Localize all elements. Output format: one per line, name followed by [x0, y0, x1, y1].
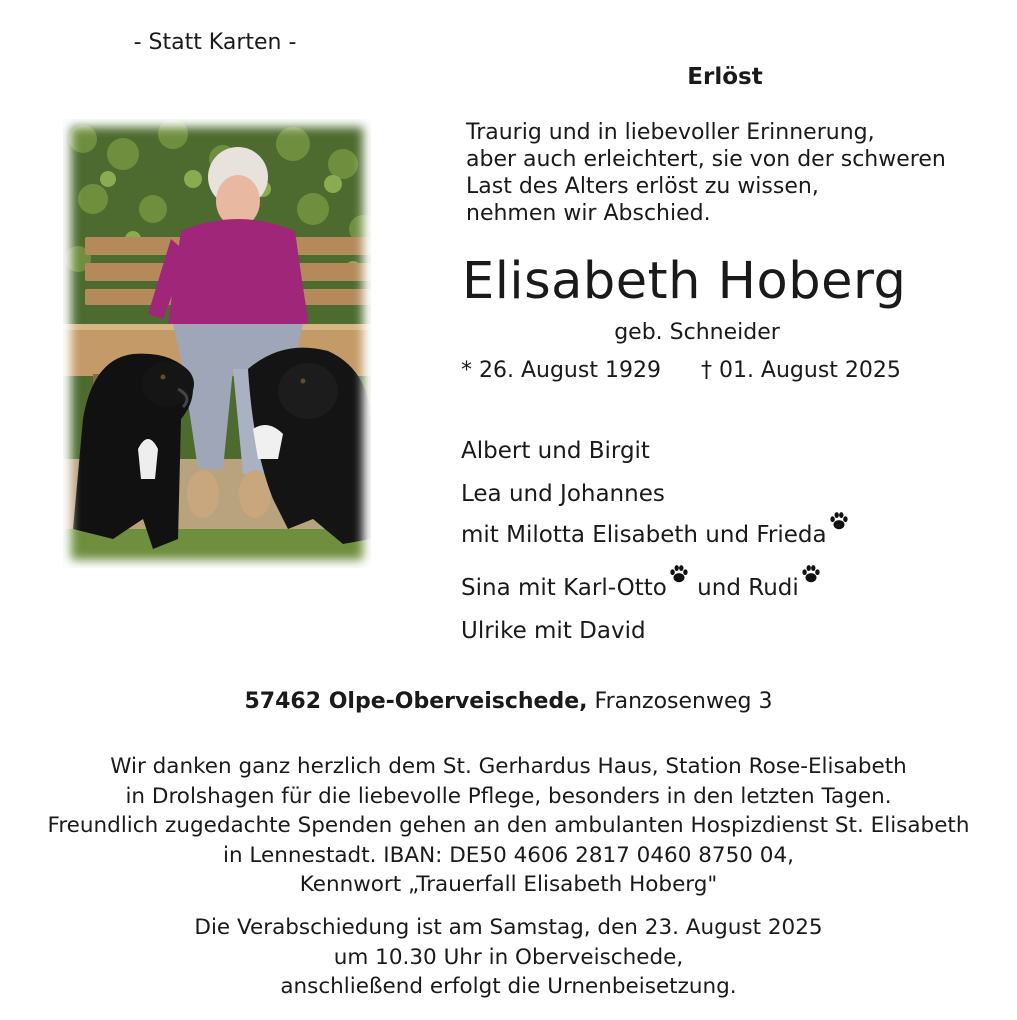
life-dates — [461, 358, 901, 383]
birth-date: * 26. August 1929 — [461, 358, 661, 383]
thanks-line: Kennwort „Trauerfall Elisabeth Hoberg" — [299, 872, 718, 897]
intro-line: Last des Alters erlöst zu wissen, — [466, 174, 819, 199]
farewell-line: Die Verabschiedung ist am Samstag, den 23. August 2025 — [194, 915, 823, 940]
family-member-text: und Rudi — [689, 575, 799, 601]
thanks-paragraph — [0, 752, 1017, 900]
maiden-name: geb. Schneider — [614, 320, 780, 345]
paw-print-icon — [828, 510, 850, 532]
thanks-line: in Drolshagen für die liebevolle Pflege, besonders in den letzten Tagen. — [125, 783, 892, 809]
address-street: Franzosenweg 3 — [594, 689, 773, 714]
family-group — [461, 616, 850, 647]
family-member-line: Albert und Birgit — [461, 438, 650, 464]
photo-illustration — [63, 119, 371, 568]
farewell-paragraph — [0, 913, 1017, 1002]
thanks-line: in Lennestadt. IBAN: DE50 4606 2817 0460 8750 04, — [223, 842, 794, 868]
farewell-line: um 10.30 Uhr in Oberveischede, — [333, 944, 684, 970]
thanks-line: Freundlich zugedachte Spenden gehen an den ambulanten Hospizdienst St. Elisabeth — [47, 813, 970, 838]
family-member-text: mit Milotta Elisabeth und Frieda — [461, 522, 827, 548]
headline: Erlöst — [687, 64, 763, 90]
death-date: † 01. August 2025 — [700, 358, 901, 383]
thanks-line: Wir danken ganz herzlich dem St. Gerhardus Haus, Station Rose-Elisabeth — [110, 754, 907, 779]
family-group — [461, 479, 850, 551]
header-note: - Statt Karten - — [133, 30, 297, 55]
family-member-line: Lea und Johannes — [461, 481, 665, 507]
paw-print-icon — [800, 563, 822, 585]
paw-print-icon — [668, 563, 690, 585]
intro-line: nehmen wir Abschied. — [466, 201, 711, 226]
intro-text — [466, 119, 946, 227]
family-member-line: Ulrike mit David — [461, 618, 646, 644]
family-list — [461, 436, 850, 659]
address-line — [0, 689, 1017, 714]
deceased-name: Elisabeth Hoberg — [462, 252, 907, 311]
intro-line: Traurig und in liebevoller Erinnerung, — [466, 120, 875, 145]
family-member-line — [461, 510, 850, 551]
family-member-text: Sina mit Karl-Otto — [461, 575, 667, 601]
family-group — [461, 436, 850, 467]
portrait-photo — [63, 119, 371, 568]
family-group — [461, 563, 850, 604]
intro-line: aber auch erleichtert, sie von der schweren — [466, 147, 946, 172]
family-member-line — [461, 563, 850, 604]
farewell-line: anschließend erfolgt die Urnenbeisetzung. — [280, 974, 737, 999]
address-city: 57462 Olpe-Oberveischede, — [244, 689, 588, 714]
